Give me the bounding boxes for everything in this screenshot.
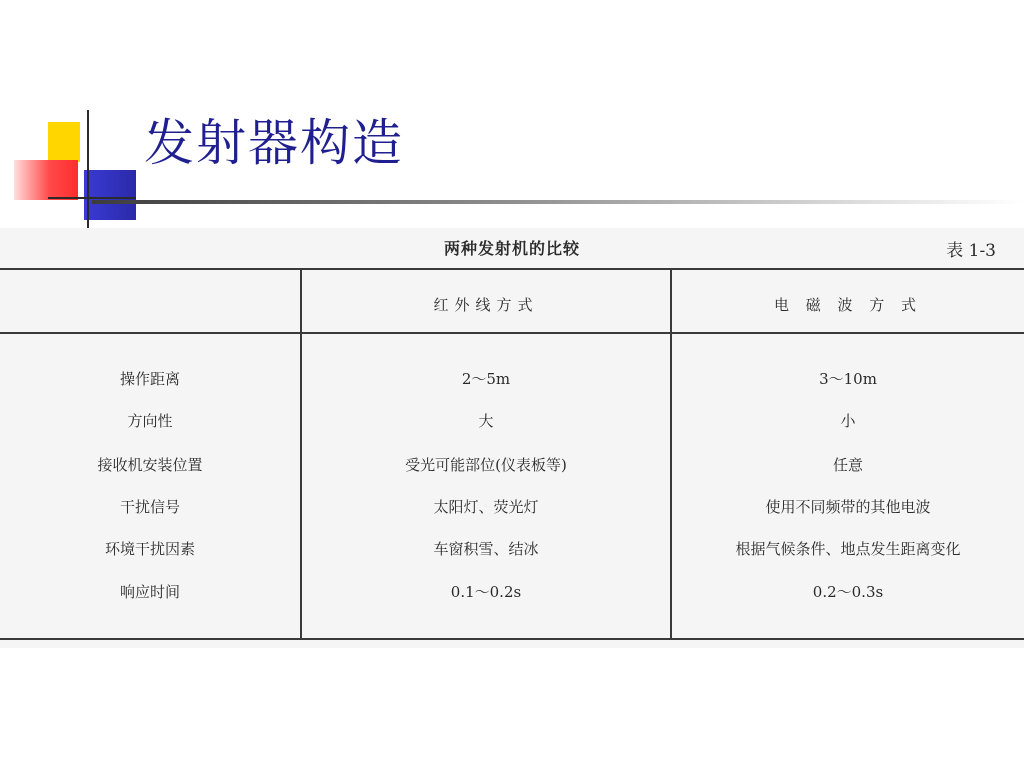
radio-value: 根据气候条件、地点发生距离变化 <box>735 540 961 558</box>
row-label: 操作距离 <box>119 370 180 388</box>
table-top-rule <box>0 268 1024 270</box>
decor-yellow-square <box>48 122 80 162</box>
table-caption: 两种发射机的比较 <box>443 239 580 258</box>
infrared-value: 太阳灯、荧光灯 <box>433 498 539 516</box>
infrared-value: 大 <box>478 412 494 430</box>
decor-horizontal-line <box>48 197 136 199</box>
radio-value: 0.2～0.3s <box>812 583 884 601</box>
table-bottom-rule <box>0 638 1024 640</box>
decor-blue-square <box>84 170 136 220</box>
row-label: 干扰信号 <box>119 498 180 516</box>
row-label: 接收机安装位置 <box>97 456 203 474</box>
decor-vertical-line <box>87 110 89 228</box>
decor-red-square <box>14 160 78 200</box>
infrared-value: 2～5m <box>461 370 511 388</box>
row-label: 方向性 <box>127 412 173 430</box>
title-underline <box>92 200 1024 204</box>
comparison-table <box>0 228 1024 648</box>
slide-title: 发射器构造 <box>144 114 404 172</box>
column-header-infrared: 红外线方式 <box>433 296 539 314</box>
radio-value: 使用不同频带的其他电波 <box>765 498 931 516</box>
infrared-value: 0.1～0.2s <box>450 583 522 601</box>
infrared-value: 车窗积雪、结冰 <box>433 540 539 558</box>
table-header-rule <box>0 332 1024 334</box>
infrared-value: 受光可能部位(仪表板等) <box>405 456 567 474</box>
row-label: 环境干扰因素 <box>104 540 195 558</box>
row-label: 响应时间 <box>119 583 180 601</box>
radio-value: 3～10m <box>819 370 877 388</box>
radio-value: 任意 <box>832 456 863 474</box>
radio-value: 小 <box>840 412 856 430</box>
column-header-radio: 电 磁 波 方 式 <box>773 296 923 314</box>
table-number: 表 1-3 <box>946 241 996 261</box>
